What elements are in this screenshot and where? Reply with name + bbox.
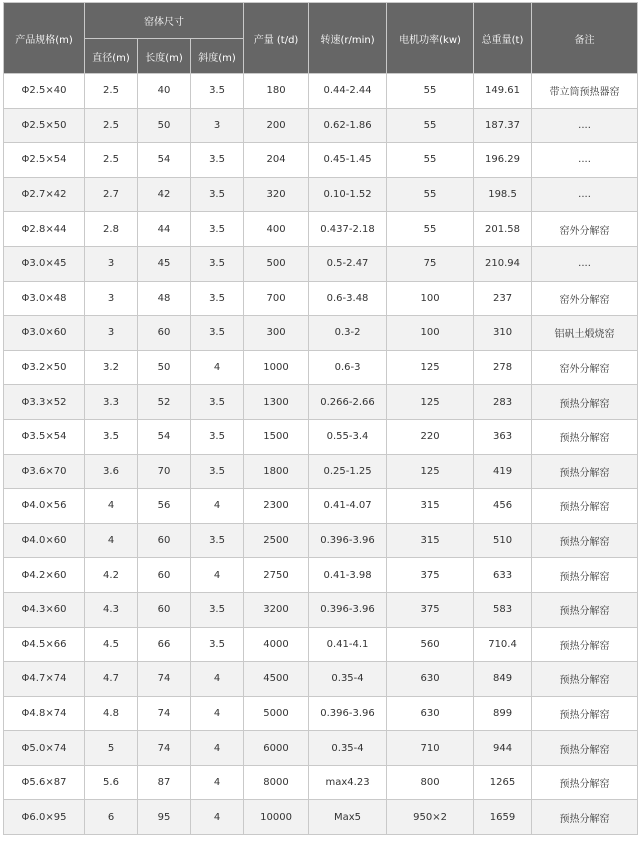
cell-weight: 456	[474, 489, 532, 524]
table-row	[4, 212, 638, 247]
cell-power: 55	[387, 108, 474, 143]
cell-weight: 278	[474, 350, 532, 385]
table-row	[4, 558, 638, 593]
cell-power: 560	[387, 627, 474, 662]
cell-speed: 0.3-2	[309, 316, 387, 351]
cell-remark: 预热分解窑	[532, 454, 638, 489]
cell-output: 200	[244, 108, 309, 143]
cell-weight: 210.94	[474, 246, 532, 281]
cell-length: 44	[138, 212, 191, 247]
kiln-spec-table	[3, 2, 638, 835]
cell-slope: 4	[191, 558, 244, 593]
cell-speed: 0.41-3.98	[309, 558, 387, 593]
cell-speed: 0.45-1.45	[309, 143, 387, 178]
cell-output: 500	[244, 246, 309, 281]
cell-length: 74	[138, 731, 191, 766]
header-remark: 备注	[532, 3, 638, 74]
cell-output: 4500	[244, 662, 309, 697]
cell-spec: Φ2.8×44	[4, 212, 85, 247]
cell-power: 800	[387, 765, 474, 800]
table-row	[4, 765, 638, 800]
cell-speed: Max5	[309, 800, 387, 835]
cell-output: 5000	[244, 696, 309, 731]
cell-remark: ....	[532, 177, 638, 212]
cell-power: 375	[387, 592, 474, 627]
cell-spec: Φ2.7×42	[4, 177, 85, 212]
cell-slope: 4	[191, 800, 244, 835]
cell-speed: 0.44-2.44	[309, 74, 387, 109]
cell-slope: 3.5	[191, 246, 244, 281]
cell-spec: Φ4.5×66	[4, 627, 85, 662]
cell-weight: 944	[474, 731, 532, 766]
table-row	[4, 316, 638, 351]
cell-slope: 3.5	[191, 177, 244, 212]
cell-output: 204	[244, 143, 309, 178]
cell-length: 42	[138, 177, 191, 212]
cell-slope: 4	[191, 662, 244, 697]
cell-length: 50	[138, 108, 191, 143]
cell-remark: 窑外分解窑	[532, 212, 638, 247]
cell-power: 55	[387, 74, 474, 109]
cell-slope: 3	[191, 108, 244, 143]
cell-spec: Φ5.0×74	[4, 731, 85, 766]
cell-remark: 预热分解窑	[532, 419, 638, 454]
cell-slope: 3.5	[191, 419, 244, 454]
cell-weight: 899	[474, 696, 532, 731]
cell-output: 4000	[244, 627, 309, 662]
cell-weight: 583	[474, 592, 532, 627]
cell-remark: 预热分解窑	[532, 523, 638, 558]
cell-spec: Φ4.0×56	[4, 489, 85, 524]
cell-length: 74	[138, 696, 191, 731]
cell-output: 180	[244, 74, 309, 109]
cell-spec: Φ2.5×50	[4, 108, 85, 143]
cell-power: 75	[387, 246, 474, 281]
cell-length: 60	[138, 523, 191, 558]
cell-speed: 0.396-3.96	[309, 523, 387, 558]
cell-spec: Φ3.0×45	[4, 246, 85, 281]
cell-remark: ....	[532, 108, 638, 143]
cell-length: 56	[138, 489, 191, 524]
cell-output: 2300	[244, 489, 309, 524]
table-row	[4, 74, 638, 109]
cell-slope: 3.5	[191, 454, 244, 489]
table-row	[4, 800, 638, 835]
cell-spec: Φ3.6×70	[4, 454, 85, 489]
cell-slope: 4	[191, 489, 244, 524]
cell-power: 315	[387, 523, 474, 558]
cell-weight: 419	[474, 454, 532, 489]
cell-weight: 198.5	[474, 177, 532, 212]
cell-slope: 3.5	[191, 523, 244, 558]
cell-weight: 187.37	[474, 108, 532, 143]
cell-length: 87	[138, 765, 191, 800]
cell-power: 125	[387, 385, 474, 420]
cell-weight: 149.61	[474, 74, 532, 109]
cell-diameter: 2.5	[85, 143, 138, 178]
cell-slope: 3.5	[191, 592, 244, 627]
cell-speed: 0.437-2.18	[309, 212, 387, 247]
cell-remark: 预热分解窑	[532, 385, 638, 420]
cell-weight: 849	[474, 662, 532, 697]
cell-diameter: 4.7	[85, 662, 138, 697]
header-body-size: 窑体尺寸	[85, 3, 244, 39]
cell-diameter: 3.6	[85, 454, 138, 489]
table-row	[4, 350, 638, 385]
cell-speed: 0.266-2.66	[309, 385, 387, 420]
cell-power: 100	[387, 316, 474, 351]
header-spec: 产品规格(m)	[4, 3, 85, 74]
cell-slope: 3.5	[191, 385, 244, 420]
cell-length: 54	[138, 143, 191, 178]
cell-length: 52	[138, 385, 191, 420]
cell-diameter: 3	[85, 316, 138, 351]
cell-output: 1800	[244, 454, 309, 489]
cell-slope: 3.5	[191, 74, 244, 109]
cell-length: 40	[138, 74, 191, 109]
cell-weight: 510	[474, 523, 532, 558]
cell-weight: 201.58	[474, 212, 532, 247]
table-row	[4, 662, 638, 697]
cell-power: 55	[387, 143, 474, 178]
cell-diameter: 2.5	[85, 74, 138, 109]
cell-output: 2750	[244, 558, 309, 593]
table-header	[4, 3, 638, 74]
cell-remark: ....	[532, 143, 638, 178]
cell-power: 100	[387, 281, 474, 316]
cell-speed: 0.396-3.96	[309, 696, 387, 731]
table-body	[4, 74, 638, 835]
cell-diameter: 4	[85, 523, 138, 558]
cell-weight: 633	[474, 558, 532, 593]
table-row	[4, 523, 638, 558]
table-row	[4, 108, 638, 143]
cell-speed: 0.25-1.25	[309, 454, 387, 489]
header-output: 产量 (t/d)	[244, 3, 309, 74]
header-length: 长度(m)	[138, 39, 191, 74]
cell-remark: ....	[532, 246, 638, 281]
cell-speed: 0.10-1.52	[309, 177, 387, 212]
header-slope: 斜度(m)	[191, 39, 244, 74]
cell-power: 950×2	[387, 800, 474, 835]
cell-power: 220	[387, 419, 474, 454]
cell-speed: 0.6-3.48	[309, 281, 387, 316]
cell-power: 125	[387, 454, 474, 489]
cell-remark: 窑外分解窑	[532, 281, 638, 316]
cell-speed: 0.41-4.1	[309, 627, 387, 662]
cell-length: 60	[138, 558, 191, 593]
cell-speed: max4.23	[309, 765, 387, 800]
cell-spec: Φ4.7×74	[4, 662, 85, 697]
cell-speed: 0.6-3	[309, 350, 387, 385]
cell-slope: 3.5	[191, 281, 244, 316]
cell-remark: 预热分解窑	[532, 592, 638, 627]
cell-remark: 预热分解窑	[532, 800, 638, 835]
cell-output: 700	[244, 281, 309, 316]
cell-diameter: 3.5	[85, 419, 138, 454]
cell-output: 1500	[244, 419, 309, 454]
table-row	[4, 489, 638, 524]
cell-spec: Φ3.2×50	[4, 350, 85, 385]
cell-length: 45	[138, 246, 191, 281]
cell-weight: 196.29	[474, 143, 532, 178]
cell-remark: 预热分解窑	[532, 731, 638, 766]
cell-weight: 237	[474, 281, 532, 316]
cell-diameter: 5	[85, 731, 138, 766]
cell-diameter: 6	[85, 800, 138, 835]
cell-diameter: 2.5	[85, 108, 138, 143]
cell-speed: 0.41-4.07	[309, 489, 387, 524]
cell-spec: Φ4.3×60	[4, 592, 85, 627]
cell-speed: 0.35-4	[309, 662, 387, 697]
cell-power: 710	[387, 731, 474, 766]
cell-diameter: 4	[85, 489, 138, 524]
cell-slope: 3.5	[191, 627, 244, 662]
table-row	[4, 385, 638, 420]
cell-length: 54	[138, 419, 191, 454]
cell-length: 60	[138, 316, 191, 351]
cell-weight: 1659	[474, 800, 532, 835]
cell-output: 1000	[244, 350, 309, 385]
cell-output: 8000	[244, 765, 309, 800]
table-row	[4, 731, 638, 766]
cell-spec: Φ3.5×54	[4, 419, 85, 454]
cell-spec: Φ2.5×54	[4, 143, 85, 178]
cell-remark: 预热分解窑	[532, 765, 638, 800]
cell-output: 3200	[244, 592, 309, 627]
cell-power: 125	[387, 350, 474, 385]
cell-output: 6000	[244, 731, 309, 766]
cell-spec: Φ4.8×74	[4, 696, 85, 731]
cell-spec: Φ2.5×40	[4, 74, 85, 109]
table-row	[4, 177, 638, 212]
cell-diameter: 3	[85, 246, 138, 281]
table-row	[4, 246, 638, 281]
cell-output: 300	[244, 316, 309, 351]
header-speed: 转速(r/min)	[309, 3, 387, 74]
cell-diameter: 3	[85, 281, 138, 316]
cell-weight: 363	[474, 419, 532, 454]
cell-speed: 0.62-1.86	[309, 108, 387, 143]
table-row	[4, 143, 638, 178]
cell-speed: 0.55-3.4	[309, 419, 387, 454]
cell-output: 400	[244, 212, 309, 247]
cell-length: 50	[138, 350, 191, 385]
cell-power: 55	[387, 212, 474, 247]
table-row	[4, 696, 638, 731]
cell-power: 630	[387, 696, 474, 731]
cell-output: 2500	[244, 523, 309, 558]
cell-slope: 4	[191, 765, 244, 800]
cell-length: 74	[138, 662, 191, 697]
table-row	[4, 419, 638, 454]
cell-slope: 4	[191, 696, 244, 731]
cell-diameter: 4.2	[85, 558, 138, 593]
cell-diameter: 4.3	[85, 592, 138, 627]
cell-slope: 3.5	[191, 143, 244, 178]
cell-length: 60	[138, 592, 191, 627]
cell-remark: 铝矾土煅烧窑	[532, 316, 638, 351]
cell-output: 320	[244, 177, 309, 212]
table-row	[4, 281, 638, 316]
cell-length: 66	[138, 627, 191, 662]
cell-spec: Φ3.0×60	[4, 316, 85, 351]
cell-weight: 283	[474, 385, 532, 420]
cell-spec: Φ4.2×60	[4, 558, 85, 593]
cell-spec: Φ3.3×52	[4, 385, 85, 420]
cell-remark: 带立筒预热器窑	[532, 74, 638, 109]
cell-length: 48	[138, 281, 191, 316]
cell-weight: 310	[474, 316, 532, 351]
cell-slope: 3.5	[191, 212, 244, 247]
table-row	[4, 454, 638, 489]
cell-weight: 710.4	[474, 627, 532, 662]
cell-remark: 预热分解窑	[532, 558, 638, 593]
cell-length: 95	[138, 800, 191, 835]
cell-slope: 3.5	[191, 316, 244, 351]
cell-diameter: 2.7	[85, 177, 138, 212]
cell-diameter: 3.3	[85, 385, 138, 420]
table-row	[4, 627, 638, 662]
cell-remark: 预热分解窑	[532, 627, 638, 662]
cell-slope: 4	[191, 731, 244, 766]
cell-diameter: 5.6	[85, 765, 138, 800]
cell-spec: Φ4.0×60	[4, 523, 85, 558]
cell-speed: 0.35-4	[309, 731, 387, 766]
cell-output: 1300	[244, 385, 309, 420]
cell-diameter: 2.8	[85, 212, 138, 247]
cell-diameter: 4.8	[85, 696, 138, 731]
cell-diameter: 3.2	[85, 350, 138, 385]
cell-power: 375	[387, 558, 474, 593]
header-weight: 总重量(t)	[474, 3, 532, 74]
cell-spec: Φ6.0×95	[4, 800, 85, 835]
cell-slope: 4	[191, 350, 244, 385]
cell-power: 630	[387, 662, 474, 697]
cell-spec: Φ5.6×87	[4, 765, 85, 800]
header-diameter: 直径(m)	[85, 39, 138, 74]
cell-output: 10000	[244, 800, 309, 835]
cell-remark: 预热分解窑	[532, 489, 638, 524]
cell-power: 55	[387, 177, 474, 212]
cell-speed: 0.5-2.47	[309, 246, 387, 281]
cell-length: 70	[138, 454, 191, 489]
cell-weight: 1265	[474, 765, 532, 800]
table-row	[4, 592, 638, 627]
cell-remark: 预热分解窑	[532, 662, 638, 697]
cell-speed: 0.396-3.96	[309, 592, 387, 627]
cell-power: 315	[387, 489, 474, 524]
cell-diameter: 4.5	[85, 627, 138, 662]
cell-spec: Φ3.0×48	[4, 281, 85, 316]
cell-remark: 窑外分解窑	[532, 350, 638, 385]
cell-remark: 预热分解窑	[532, 696, 638, 731]
header-power: 电机功率(kw)	[387, 3, 474, 74]
